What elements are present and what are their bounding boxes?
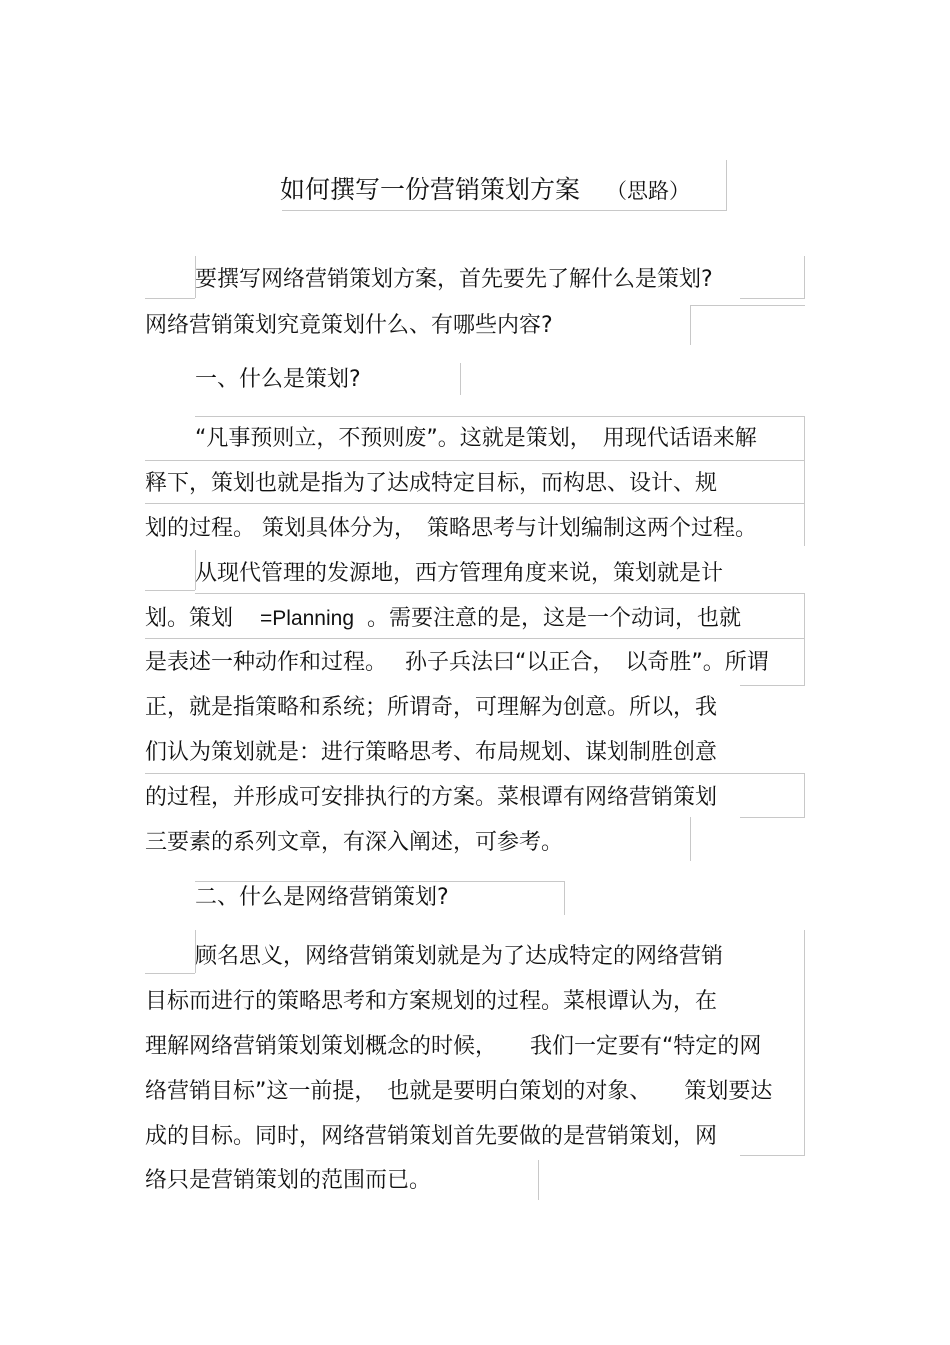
rule — [804, 773, 805, 817]
rule — [740, 685, 805, 686]
rule — [460, 363, 461, 395]
paragraph-line: 目标而进行的策略思考和方案规划的过程。菜根谭认为，在 — [145, 989, 718, 1014]
paragraph-line: 三要素的系列文章，有深入阐述，可参考。 — [145, 830, 564, 855]
rule — [804, 593, 805, 685]
paragraph-line: “凡事预则立，不预则废”。这就是策划， 用现代话语来解 — [195, 426, 757, 451]
paragraph-line: 划的过程。 策划具体分为， 策略思考与计划编制这两个过程。 — [145, 516, 757, 541]
paragraph-line: 们认为策划就是：进行策略思考、布局规划、谋划制胜创意 — [145, 740, 718, 765]
rule — [195, 416, 805, 417]
paragraph-line: 络只是营销策划的范围而已。 — [145, 1168, 432, 1193]
title-main: 如何撰写一份营销策划方案 — [280, 175, 581, 204]
rule — [145, 503, 805, 504]
rule — [145, 298, 195, 299]
paragraph-line: 正，就是指策略和系统；所谓奇，可理解为创意。所以，我 — [145, 695, 718, 720]
rule — [145, 590, 195, 591]
rule — [740, 1155, 805, 1156]
rule — [740, 817, 805, 818]
section-heading: 一、什么是策划? — [195, 367, 361, 392]
document-title — [280, 172, 690, 209]
rule — [145, 460, 805, 461]
paragraph-line: 是表述一种动作和过程。 孙子兵法曰“以正合， 以奇胜”。所谓 — [145, 650, 769, 675]
rule — [804, 256, 805, 298]
rule — [282, 210, 727, 211]
rule — [564, 881, 565, 915]
rule — [690, 305, 691, 345]
paragraph-line: 从现代管理的发源地，西方管理角度来说，策划就是计 — [195, 561, 724, 586]
paragraph-line: 网络营销策划究竟策划什么、有哪些内容? — [145, 313, 553, 338]
section-heading: 二、什么是网络营销策划? — [195, 885, 449, 910]
planning-term: =Planning — [260, 607, 355, 630]
text-run: 划。策划 — [145, 606, 234, 631]
paragraph-line: 要撰写网络营销策划方案，首先要先了解什么是策划? — [195, 267, 713, 292]
rule — [145, 638, 805, 639]
rule — [538, 1160, 539, 1200]
rule — [804, 416, 805, 546]
rule — [145, 773, 805, 774]
rule — [195, 593, 805, 594]
paragraph-line: 理解网络营销策划策划概念的时候， 我们一定要有“特定的网 — [145, 1034, 762, 1059]
rule — [145, 973, 195, 974]
paragraph-line — [145, 604, 741, 634]
rule — [804, 930, 805, 1155]
paragraph-line: 成的目标。同时，网络营销策划首先要做的是营销策划，网 — [145, 1124, 718, 1149]
paragraph-line: 络营销目标”这一前提， 也就是要明白策划的对象、 策划要达 — [145, 1079, 773, 1104]
paragraph-line: 释下，策划也就是指为了达成特定目标，而构思、设计、规 — [145, 471, 718, 496]
paragraph-line: 顾名思义，网络营销策划就是为了达成特定的网络营销 — [195, 944, 724, 969]
rule — [690, 305, 805, 306]
rule — [195, 881, 565, 882]
paragraph-line: 的过程，并形成可安排执行的方案。菜根谭有网络营销策划 — [145, 785, 718, 810]
rule — [740, 298, 805, 299]
title-suffix: （思路） — [606, 179, 691, 203]
text-run: 。需要注意的是，这是一个动词，也就 — [367, 606, 742, 631]
rule — [726, 160, 727, 210]
rule — [690, 817, 691, 861]
